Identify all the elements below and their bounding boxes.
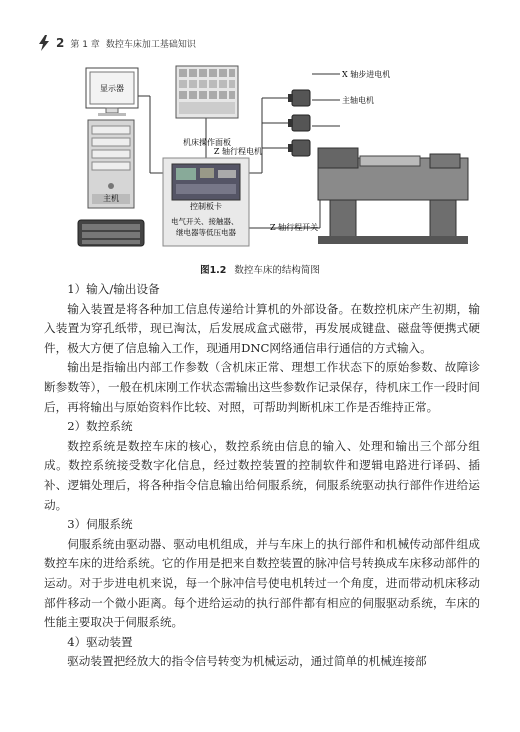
structure-figure: [0, 58, 520, 258]
paragraph: 伺服系统由驱动器、驱动电机组成，并与车床上的执行部件和机械传动部件组成数控车床的进给系统。它的作用是把来自数控装置的脉冲信号转换成车床移动部件的运动。对于步进电机来说，每一个脉冲信号使电机转过一个角度，进而带动机床移动部件移动一个微小距离。每个进给运动的执行部件都有相应的伺服驱动系统，车床的性能主要取决于伺服系统。: [44, 536, 480, 630]
lathe-machine-icon: [318, 148, 468, 244]
figure-title: 数控车床的结构简图: [234, 265, 320, 276]
x-axis-stepper-motor-icon: [288, 90, 310, 106]
paragraph: 驱动装置把经放大的指令信号转变为机械运动，通过简单的机械连接部: [67, 654, 427, 669]
chapter-title: 数控车床加工基础知识: [105, 39, 196, 50]
body-text: [44, 280, 480, 672]
paragraph: 数控系统是数控车床的核心，数控系统由信息的输入、处理和输出三个部分组成。数控系统接受数字化信息，经过数控装置的控制软件和逻辑电路进行译码、插补、逻辑处理后，将各种指令信息输出给伺服系统，伺服系统驱动执行部件作进给运动。: [44, 438, 480, 512]
z-motor-label: Z 轴行程电机: [213, 147, 262, 156]
paragraph: 输出是指输出内部工作参数（含机床正常、理想工作状态下的原始参数、故障诊断参数等），一般在机床刚工作状态需输出这些参数作记录保存，待机床工作一段时间后，再将输出与原始资料作比较、对照，可帮助判断机床工作是否维持正常。: [44, 360, 480, 414]
x-motor-label: X 轴步进电机: [342, 70, 391, 79]
section-heading: 2）数控系统: [67, 419, 133, 434]
page-header: [38, 34, 196, 52]
section-heading: 1）输入/输出设备: [67, 282, 160, 296]
spindle-motor-icon: [288, 115, 310, 131]
control-card-label: 控制板卡: [190, 202, 222, 211]
z-switch-label: Z 轴行程开关: [270, 223, 319, 232]
control-card-icon: [172, 164, 240, 200]
host-label: 主机: [103, 194, 119, 203]
chapter-label: 第 1 章: [70, 39, 100, 50]
figure-number: 图1.2: [200, 265, 227, 276]
display-label: 显示器: [100, 84, 124, 93]
spindle-motor-label: 主轴电机: [342, 96, 374, 105]
paragraph: 输入装置是将各种加工信息传递给计算机的外部设备。在数控机床产生初期，输入装置为穿孔纸带，现已淘汰，后发展成盒式磁带，再发展成键盘、磁盘等便携式硬件，极大方便了信息输入工作，现通用DNC网络通信串行通信的方式输入。: [44, 301, 480, 355]
electrical-label: 电气开关、接触器、 继电器等低压电器: [171, 217, 239, 237]
z-axis-motor-icon: [288, 140, 310, 156]
operation-panel-icon: [176, 66, 238, 118]
page-number: 2: [56, 36, 65, 50]
section-heading: 4）驱动装置: [67, 634, 133, 649]
figure-caption: [0, 262, 520, 276]
lightning-icon: [38, 35, 50, 51]
panel-label: 机床操作面板: [183, 138, 231, 147]
section-heading: 3）伺服系统: [67, 517, 133, 532]
keyboard-icon: [78, 220, 144, 246]
